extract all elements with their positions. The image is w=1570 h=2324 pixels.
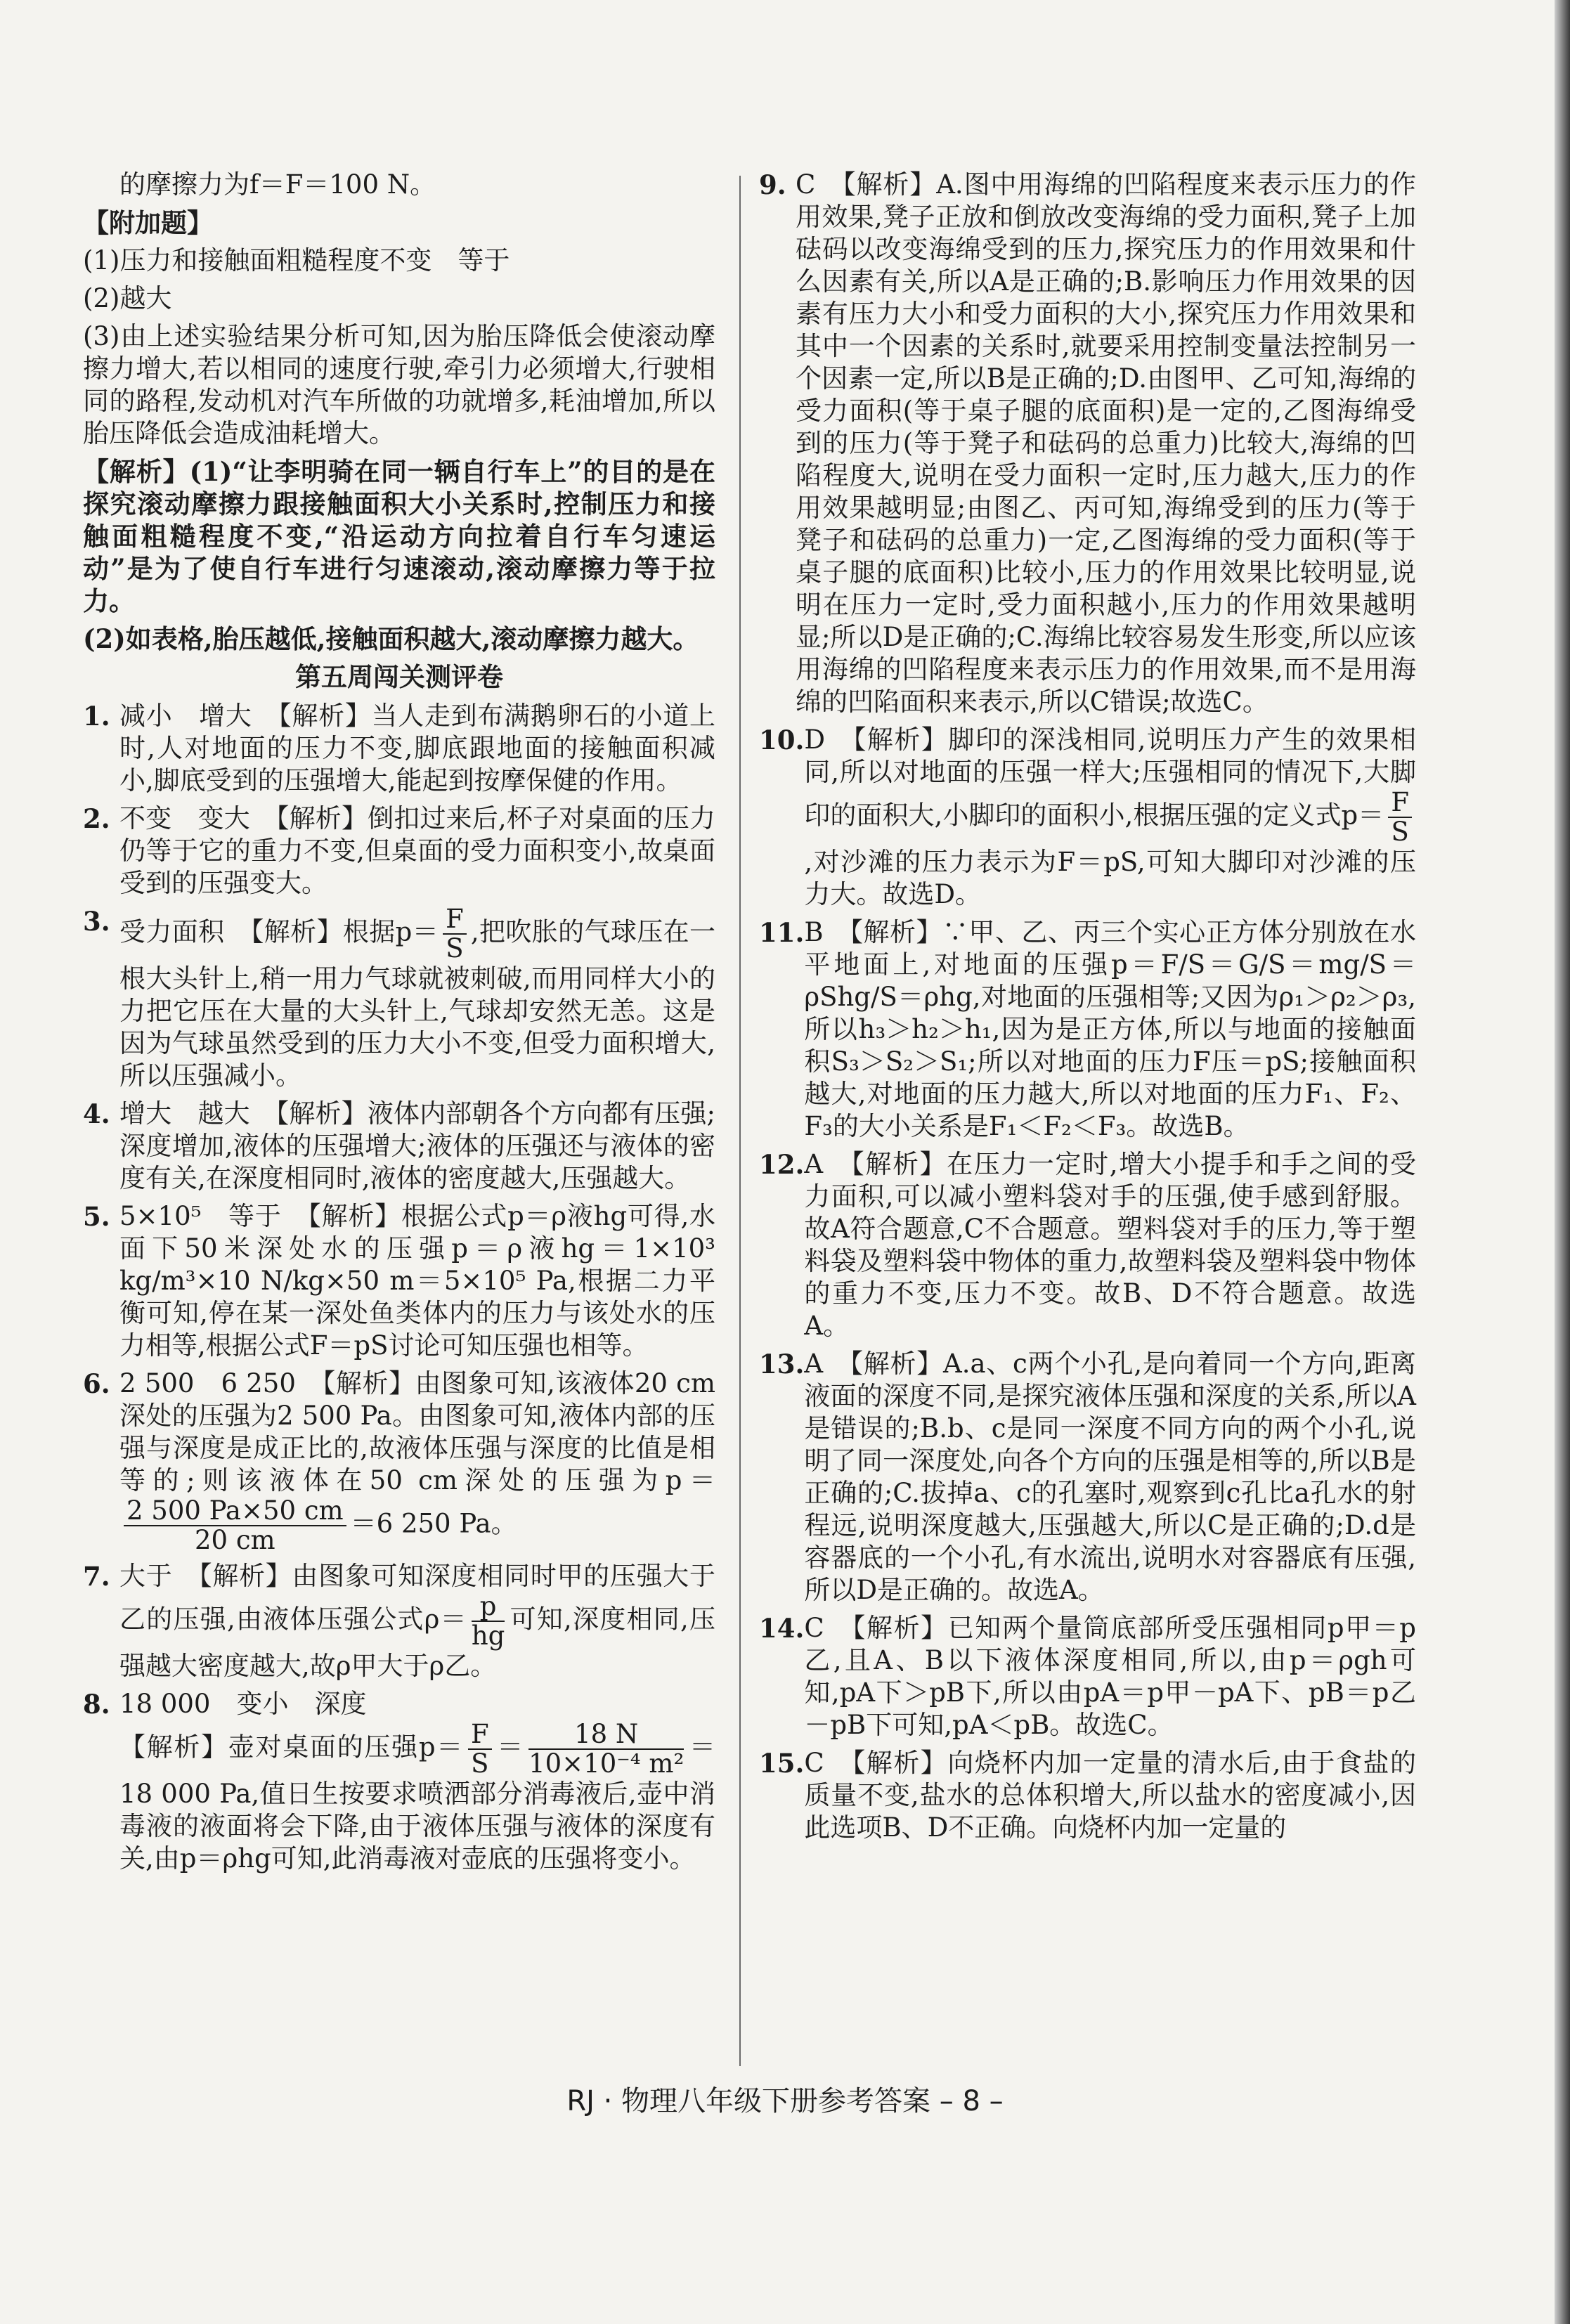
item-number: 2. xyxy=(83,803,110,834)
fraction-denominator: 10×10⁻⁴ m² xyxy=(528,1748,685,1779)
answer-item xyxy=(759,1612,1416,1741)
item-number: 9. xyxy=(759,169,786,200)
answer-item xyxy=(759,1348,1416,1606)
item-text: 减小 增大 【解析】当人走到布满鹅卵石的小道上时,人对地面的压力不变,脚底跟地面的接触面积减小,脚底受到的压强增大,能起到按摩保健的作用。 xyxy=(119,701,715,796)
item-number: 8. xyxy=(83,1689,110,1720)
bonus-analysis-2: (2)如表格,胎压越低,接触面积越大,滚动摩擦力越大。 xyxy=(83,623,699,654)
answer-item xyxy=(83,1368,715,1554)
item-number: 5. xyxy=(83,1201,110,1232)
fraction-numerator: p xyxy=(472,1592,505,1622)
item-text: 增大 越大 【解析】液体内部朝各个方向都有压强;深度增加,液体的压强增大;液体的压强还与液体的密度有关,在深度相同时,液体的密度越大,压强越大。 xyxy=(119,1098,715,1193)
item-number: 6. xyxy=(83,1368,110,1399)
item-number: 11. xyxy=(759,917,805,948)
q8-text-pre: 【解析】壶对桌面的压强p＝ xyxy=(119,1732,464,1763)
fraction-numerator: 2 500 Pa×50 cm xyxy=(124,1497,346,1526)
page-edge-shadow xyxy=(1555,0,1570,2324)
fraction-f-over-s xyxy=(443,905,467,963)
q7-fraction xyxy=(472,1592,505,1650)
q3-text-post: ,把吹胀的气球压在一根大头针上,稍一用力气球就被刺破,而用同样大小的力把它压在大量的大头针上,气球却安然无恙。这是因为气球虽然受到的压力大小不变,但受力面积增大,所以压强减小。 xyxy=(119,916,715,1091)
answer-item xyxy=(83,1688,715,1875)
answer-item xyxy=(759,1148,1416,1342)
q8-text-post: ＝18 000 Pa,值日生按要求喷洒部分消毒液后,壶中消毒液的液面将会下降,由于液体压强与液体的深度有关,由p＝ρhg可知,此消毒液对壶底的压强将变小。 xyxy=(119,1732,716,1874)
answer-item xyxy=(759,169,1416,718)
fraction-numerator: F xyxy=(443,905,467,935)
q10-text-post: ,对沙滩的压力表示为F＝pS,可知大脚印对沙滩的压力大。故选D。 xyxy=(804,847,1416,909)
answer-item xyxy=(83,700,715,797)
q6-fraction xyxy=(124,1497,346,1554)
q7-text-pre: 大于 【解析】由图象可知深度相同时甲的压强大于乙的压强,由液体压强公式ρ＝ xyxy=(119,1561,715,1635)
q10-text-pre: D 【解析】脚印的深浅相同,说明压力产生的效果相同,所以对地面的压强一样大;压强相同的情况下,大脚印的面积大,小脚印的面积小,根据压强的定义式p＝ xyxy=(804,725,1416,831)
fraction-denominator: S xyxy=(1391,817,1409,847)
answer-item xyxy=(83,1098,715,1195)
bonus-heading: 【附加题】 xyxy=(83,207,213,238)
item-text: C 【解析】已知两个量筒底部所受压强相同p甲＝p乙,且A、B以下液体深度相同,所以,由p＝ρgh可知,pA下＞pB下,所以由pA＝p甲－pA下、pB＝p乙－pB下可知,pA＜pB。故选C。 xyxy=(804,1613,1416,1740)
q7-text-post: 可知,深度相同,压强越大密度越大,故ρ甲大于ρ乙。 xyxy=(119,1604,715,1681)
item-number: 15. xyxy=(759,1748,805,1779)
q8-answer-line: 18 000 变小 深度 xyxy=(119,1689,367,1719)
fraction-f-over-s xyxy=(1388,788,1412,846)
item-text xyxy=(119,1368,715,1554)
fraction-numerator: F xyxy=(1388,788,1412,818)
answer-item xyxy=(759,916,1416,1143)
item-text: 不变 变大 【解析】倒扣过来后,杯子对桌面的压力仍等于它的重力不变,但桌面的受力面积变小,故桌面受到的压强变大。 xyxy=(119,803,715,898)
bonus-answer-1: (1)压力和接触面粗糙程度不变 等于 xyxy=(83,245,510,275)
item-text: 5×10⁵ 等于 【解析】根据公式p＝ρ液hg可得,水面下50米深处水的压强p＝ρ液hg＝1×10³ kg/m³×10 N/kg×50 m＝5×10⁵ Pa,根据二力平衡可知,停在某一深处鱼类体内的压力与该处水的压力相等,根据公式F＝pS讨论可知压强也相等。 xyxy=(119,1201,715,1361)
analysis-text-1: (1)“让李明骑在同一辆自行车上”的目的是在探究滚动摩擦力跟接触面积大小关系时,控制压力和接触面粗糙程度不变,“沿运动方向拉着自行车匀速运动”是为了使自行车进行匀速滚动,滚动摩擦力等于拉力。 xyxy=(83,456,715,616)
section-title: 第五周闯关测评卷 xyxy=(295,661,503,692)
fraction-f-over-s xyxy=(468,1720,492,1778)
item-number: 10. xyxy=(759,725,805,755)
bonus-answer-3: (3)由上述实验结果分析可知,因为胎压降低会使滚动摩擦力增大,若以相同的速度行驶,牵引力必须增大,行驶相同的路程,发动机对汽车所做的功就增多,耗油增加,所以胎压降低会造成油耗增大。 xyxy=(83,321,715,448)
column-divider xyxy=(739,176,741,2066)
answer-item xyxy=(83,803,715,900)
fraction-denominator: hg xyxy=(471,1621,505,1651)
item-text xyxy=(119,1688,715,1875)
answer-item xyxy=(83,1560,715,1682)
item-text: A 【解析】在压力一定时,增大小提手和手之间的受力面积,可以减小塑料袋对手的压强,使手感到舒服。故A符合题意,C不合题意。塑料袋对手的压力,等于塑料袋及塑料袋中物体的重力,故塑料袋及塑料袋中物体的重力不变,压力不变。故B、D不符合题意。故选A。 xyxy=(804,1149,1416,1341)
answer-item xyxy=(83,905,715,1092)
item-number: 13. xyxy=(759,1349,805,1380)
fraction-denominator: 20 cm xyxy=(194,1525,275,1555)
item-number: 1. xyxy=(83,701,110,732)
q8-fraction xyxy=(528,1720,684,1778)
right-column xyxy=(759,169,1416,1850)
analysis-label: 【解析】 xyxy=(83,456,190,487)
fraction-numerator: F xyxy=(468,1720,492,1750)
q8-equals: ＝ xyxy=(495,1732,525,1763)
left-column xyxy=(83,169,715,1881)
item-number: 7. xyxy=(83,1561,110,1592)
item-text: C 【解析】A.图中用海绵的凹陷程度来表示压力的作用效果,凳子正放和倒放改变海绵的受力面积,凳子上加砝码以改变海绵受到的压力,探究压力的作用效果和什么因素有关,所以A是正确的;B.影响压力作用效果的因素有压力大小和受力面积的大小,探究压力作用效果和其中一个因素的关系时,就要采用控制变量法控制另一个因素一定,所以B是正确的;D.由图甲、乙可知,海绵的受力面积(等于桌子腿的底面积)是一定的,乙图海绵受到的压力(等于凳子和砝码的总重力)比较大,海绵的凹陷程度大,说明在受力面积一定时,压力越大,压力的作用效果越明显;由图乙、丙可知,海绵受到的压力(等于凳子和砝码的总重力)一定,乙图海绵的受力面积(等于桌子腿的底面积)比较小,压力的作用效果比较明显,说明在压力一定时,受力面积越小,压力的作用效果越明显;所以D是正确的;C.海绵比较容易发生形变,所以应该用海绵的凹陷程度来表示压力的作用效果,而不是用海绵的凹陷面积来表示,所以C错误;故选C。 xyxy=(796,169,1416,717)
item-number: 3. xyxy=(83,906,110,937)
fraction-denominator: S xyxy=(471,1748,489,1779)
item-text: C 【解析】向烧杯内加一定量的清水后,由于食盐的质量不变,盐水的总体积增大,所以盐水的密度减小,因此选项B、D不正确。向烧杯内加一定量的 xyxy=(804,1748,1416,1843)
answer-item xyxy=(759,1747,1416,1844)
item-number: 14. xyxy=(759,1613,805,1644)
item-text: A 【解析】A.a、c两个小孔,是向着同一个方向,距离液面的深度不同,是探究液体压强和深度的关系,所以A是错误的;B.b、c是同一深度不同方向的两个小孔,说明了同一深度处,向各个方向的压强是相等的,所以B是正确的;C.拔掉a、c的孔塞时,观察到c孔比a孔水的射程远,说明深度越大,压强越大,所以C是正确的;D.d是容器底的一个小孔,有水流出,说明水对容器底有压强,所以D是正确的。故选A。 xyxy=(804,1349,1416,1605)
answer-item xyxy=(83,1200,715,1362)
answer-item xyxy=(759,724,1416,911)
item-number: 4. xyxy=(83,1098,110,1129)
q3-text-pre: 受力面积 【解析】根据p＝ xyxy=(119,916,439,947)
q6-text: 2 500 6 250 【解析】由图象可知,该液体20 cm深处的压强为2 500 Pa。由图象可知,液体内部的压强与深度是成正比的,故液体压强与深度的比值是相等的;则该液体在50 cm深处的压强为p＝ xyxy=(119,1368,715,1495)
item-text xyxy=(804,724,1416,911)
bonus-answer-2: (2)越大 xyxy=(83,283,172,313)
fraction-numerator: 18 N xyxy=(528,1720,684,1750)
item-text: B 【解析】∵甲、乙、丙三个实心正方体分别放在水平地面上,对地面的压强p＝F/S＝G/S＝mg/S＝ρShg/S＝ρhg,对地面的压强相等;又因为ρ₁＞ρ₂＞ρ₃,所以h₃＞h₂＞h₁,因为是正方体,所以与地面的接触面积S₃＞S₂＞S₁;所以对地面的压力F压＝pS;接触面积越大,对地面的压力越大,所以对地面的压力F₁、F₂、F₃的大小关系是F₁＜F₂＜F₃。故选B。 xyxy=(804,917,1416,1141)
q6-text-end: ＝6 250 Pa。 xyxy=(350,1508,517,1539)
item-text xyxy=(119,905,715,1092)
item-text xyxy=(119,1560,715,1682)
bonus-analysis-1 xyxy=(83,455,715,617)
item-number: 12. xyxy=(759,1149,805,1180)
fraction-denominator: S xyxy=(446,933,464,963)
intro-line: 的摩擦力为f＝F＝100 N。 xyxy=(119,169,436,200)
page-footer: RJ · 物理八年级下册参考答案 – 8 – xyxy=(566,2085,1004,2117)
